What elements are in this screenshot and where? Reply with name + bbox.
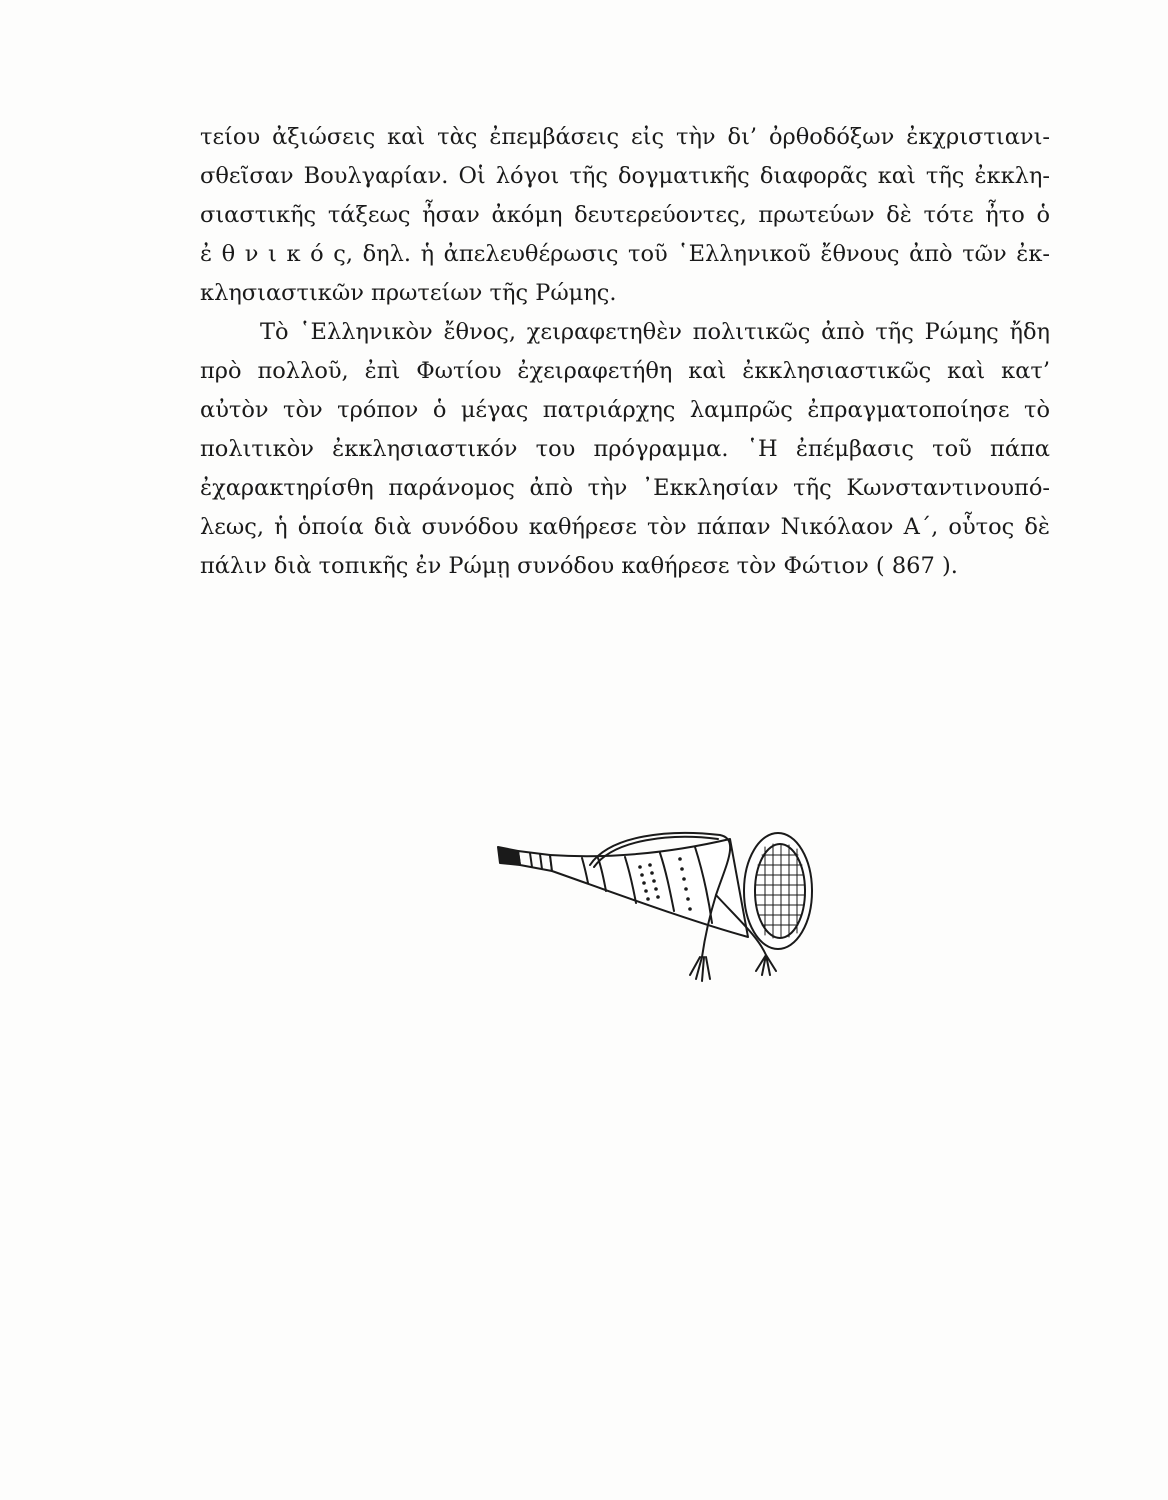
text-line: σιαστικῆς τάξεως ἦσαν ἀκόμη δευτερεύοντες, πρωτεύων δὲ τότε ἦτο ὁ (200, 202, 1050, 228)
text-line: ἐ θ ν ι κ ό ς, δηλ. ἡ ἀπελευθέρωσις τοῦ ῾Ελληνικοῦ ἔθνους ἀπὸ τῶν ἐκ- (200, 241, 1050, 267)
text-line: κλησιαστικῶν πρωτείων τῆς Ρώμης. (200, 280, 617, 306)
text-line: σθεῖσαν Βουλγαρίαν. Οἱ λόγοι τῆς δογματικῆς διαφορᾶς καὶ τῆς ἐκκλη- (200, 163, 1050, 189)
paragraph-1 (200, 118, 1050, 313)
body-text (200, 118, 1050, 586)
text-line: ἐχαρακτηρίσθη παράνομος ἀπὸ τὴν ᾿Εκκλησίαν τῆς Κωνσταντινουπό- (200, 475, 1050, 501)
text-line: πάλιν διὰ τοπικῆς ἐν Ρώμῃ συνόδου καθήρεσε τὸν Φώτιον ( 867 ). (200, 553, 958, 579)
text-line: Τὸ ῾Ελληνικὸν ἔθνος, χειραφετηθὲν πολιτικῶς ἀπὸ τῆς Ρώμης ἤδη (260, 319, 1050, 345)
text-line: λεως, ἡ ὁποία διὰ συνόδου καθήρεσε τὸν πάπαν Νικόλαον Α΄, οὗτος δὲ (200, 514, 1050, 540)
horn-illustration-icon (490, 825, 830, 985)
text-line: τείου ἀξιώσεις καὶ τὰς ἐπεμβάσεις εἰς τὴν δι’ ὀρθοδόξων ἐκχριστιανι- (200, 124, 1050, 150)
text-line: πρὸ πολλοῦ, ἐπὶ Φωτίου ἐχειραφετήθη καὶ ἐκκλησιαστικῶς καὶ κατ’ (200, 358, 1050, 384)
paragraph-2 (200, 313, 1050, 586)
text-line: πολιτικὸν ἐκκλησιαστικόν του πρόγραμμα. ῾Η ἐπέμβασις τοῦ πάπα (200, 436, 1050, 462)
text-line: αὐτὸν τὸν τρόπον ὁ μέγας πατριάρχης λαμπρῶς ἐπραγματοποίησε τὸ (200, 397, 1050, 423)
